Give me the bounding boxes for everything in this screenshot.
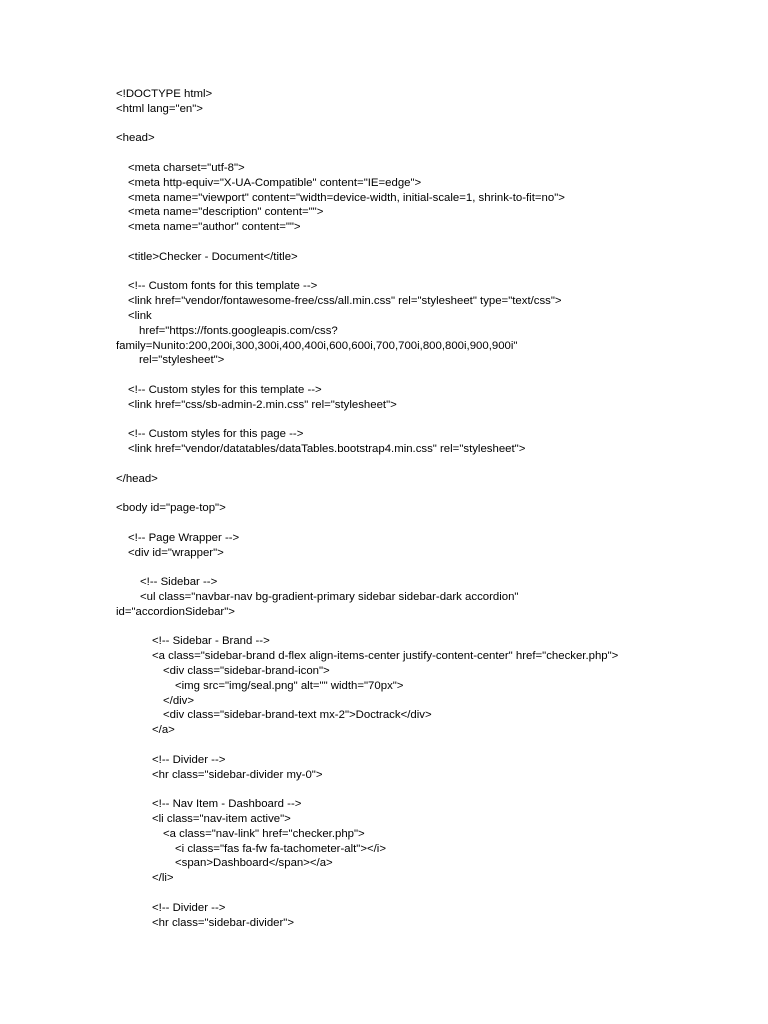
code-line: <hr class="sidebar-divider my-0"> <box>152 768 323 781</box>
code-line: <a class="sidebar-brand d-flex align-items-center justify-content-center" href="checker.php"> <box>152 650 619 663</box>
code-line: <div id="wrapper"> <box>128 546 224 559</box>
blank-line <box>116 886 736 901</box>
code-line: <head> <box>116 132 155 145</box>
blank-line <box>116 782 736 797</box>
code-line: <!-- Custom fonts for this template --> <box>128 280 318 293</box>
code-line: <meta name="description" content=""> <box>128 206 324 219</box>
blank-line <box>116 265 736 280</box>
code-line: <!-- Page Wrapper --> <box>128 531 240 544</box>
code-listing <box>116 87 736 930</box>
code-line: <ul class="navbar-nav bg-gradient-primary sidebar sidebar-dark accordion" <box>140 591 519 604</box>
code-line: <!-- Custom styles for this page --> <box>128 428 304 441</box>
blank-line <box>116 561 736 576</box>
code-line: <html lang="en"> <box>116 102 203 115</box>
blank-line <box>116 368 736 383</box>
code-line: <title>Checker - Document</title> <box>128 250 298 263</box>
code-line: <link href="vendor/fontawesome-free/css/all.min.css" rel="stylesheet" type="text/css"> <box>128 295 562 308</box>
code-line: <a class="nav-link" href="checker.php"> <box>163 827 365 840</box>
blank-line <box>116 117 736 132</box>
code-line: </head> <box>116 472 158 485</box>
code-line: <meta name="author" content=""> <box>128 221 301 234</box>
code-line: family=Nunito:200,200i,300,300i,400,400i,600,600i,700,700i,800,800i,900,900i" <box>116 339 518 352</box>
code-line: <link href="vendor/datatables/dataTables.bootstrap4.min.css" rel="stylesheet"> <box>128 443 526 456</box>
code-line: href="https://fonts.googleapis.com/css? <box>139 324 338 337</box>
code-line: <i class="fas fa-fw fa-tachometer-alt"></i> <box>175 842 386 855</box>
code-line: </a> <box>152 724 175 737</box>
code-line: rel="stylesheet"> <box>139 354 225 367</box>
code-line: <link <box>128 309 152 322</box>
blank-line <box>116 487 736 502</box>
code-line: <div class="sidebar-brand-text mx-2">Doctrack</div> <box>163 709 432 722</box>
code-line: <!-- Sidebar --> <box>140 576 218 589</box>
code-line: <li class="nav-item active"> <box>152 813 291 826</box>
code-line: <!DOCTYPE html> <box>116 88 213 100</box>
blank-line <box>116 620 736 635</box>
code-line: <span>Dashboard</span></a> <box>175 857 333 870</box>
code-line: <body id="page-top"> <box>116 502 226 515</box>
code-line: <div class="sidebar-brand-icon"> <box>163 665 330 678</box>
code-line: <hr class="sidebar-divider"> <box>152 916 294 929</box>
code-line: id="accordionSidebar"> <box>116 605 235 618</box>
code-line: <!-- Nav Item - Dashboard --> <box>152 798 302 811</box>
code-line: <meta http-equiv="X-UA-Compatible" content="IE=edge"> <box>128 176 422 189</box>
blank-line <box>116 235 736 250</box>
code-line: <meta name="viewport" content="width=device-width, initial-scale=1, shrink-to-fit=no"> <box>128 191 565 204</box>
blank-line <box>116 413 736 428</box>
code-line: <meta charset="utf-8"> <box>128 161 245 174</box>
code-line: </div> <box>163 694 195 707</box>
blank-line <box>116 516 736 531</box>
code-line: <link href="css/sb-admin-2.min.css" rel="stylesheet"> <box>128 398 397 411</box>
code-line: <!-- Sidebar - Brand --> <box>152 635 270 648</box>
code-line: <img src="img/seal.png" alt="" width="70px"> <box>175 679 404 692</box>
blank-line <box>116 457 736 472</box>
code-line: <!-- Custom styles for this template --> <box>128 383 322 396</box>
code-line: <!-- Divider --> <box>152 901 226 914</box>
code-line: <!-- Divider --> <box>152 753 226 766</box>
blank-line <box>116 146 736 161</box>
code-line: </li> <box>152 872 174 885</box>
blank-line <box>116 738 736 753</box>
